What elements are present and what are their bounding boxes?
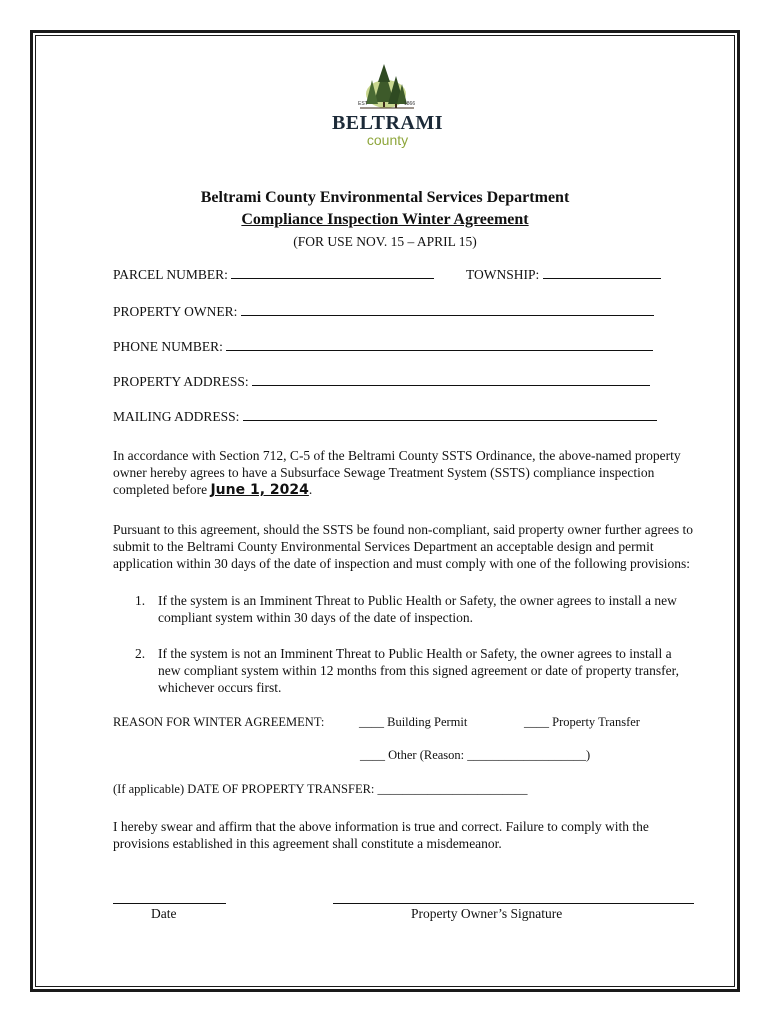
reason-label: REASON FOR WINTER AGREEMENT: (113, 715, 325, 729)
logo-name: BELTRAMI (331, 112, 444, 134)
beltrami-county-logo (320, 62, 455, 158)
property-transfer-option[interactable]: ____ Property Transfer (524, 715, 640, 729)
inspection-deadline: June 1, 2024 (210, 482, 309, 498)
owner-signature-label: Property Owner’s Signature (411, 906, 563, 921)
property-address-row (113, 374, 650, 390)
mailing-address-label: MAILING ADDRESS: (113, 409, 240, 424)
property-owner-label: PROPERTY OWNER: (113, 304, 238, 319)
ordinance-end: . (308, 482, 313, 497)
township-row (466, 267, 661, 283)
form-title-text: Compliance Inspection Winter Agreement (241, 211, 529, 228)
phone-number-row (113, 339, 653, 355)
other-reason-option[interactable]: ____ Other (Reason: ___________________) (360, 748, 591, 762)
property-address-label: PROPERTY ADDRESS: (113, 374, 249, 389)
provision-text: If the system is not an Imminent Threat to Public Health or Safety, the owner agrees to install a new compliant system within 12 months from this signed agreement or date of property transfer, whichever occurs first. (158, 646, 679, 695)
phone-number-field[interactable] (226, 339, 653, 351)
date-signature-line[interactable] (113, 903, 226, 904)
owner-signature-line[interactable] (333, 903, 694, 904)
township-field[interactable] (543, 267, 661, 279)
date-label: Date (151, 906, 177, 921)
affirmation-paragraph: I hereby swear and affirm that the above information is true and correct. Failure to comply with the provisions established in this agreement shall constitute a misdemeanor. (113, 819, 649, 851)
provision-item (135, 645, 695, 696)
ordinance-paragraph (113, 447, 703, 499)
parcel-number-row (113, 267, 434, 283)
property-owner-field[interactable] (241, 304, 654, 316)
agreement-paragraph: Pursuant to this agreement, should the SSTS be found non-compliant, said property owner further agrees to submit to the Beltrami County Environmental Services Department an acceptable design and permit application within 30 days of the date of inspection and must comply with one of the following provisions: (113, 522, 694, 571)
parcel-number-label: PARCEL NUMBER: (113, 267, 228, 282)
logo-est-text: EST (358, 101, 368, 107)
property-owner-row (113, 304, 654, 320)
form-title (0, 211, 770, 229)
parcel-number-field[interactable] (231, 267, 434, 279)
logo-county: county (366, 132, 409, 148)
phone-number-label: PHONE NUMBER: (113, 339, 223, 354)
mailing-address-row (113, 409, 657, 425)
department-heading: Beltrami County Environmental Services Department (200, 189, 570, 206)
provision-item (135, 592, 695, 626)
provision-number: 2. (135, 646, 146, 661)
mailing-address-field[interactable] (243, 409, 657, 421)
transfer-date-line[interactable]: (If applicable) DATE OF PROPERTY TRANSFER: ________________________ (113, 782, 528, 796)
building-permit-option[interactable]: ____ Building Permit (359, 715, 468, 729)
provision-text: If the system is an Imminent Threat to Public Health or Safety, the owner agrees to install a new compliant system within 30 days of the date of inspection. (158, 593, 677, 625)
ordinance-text: In accordance with Section 712, C-5 of the Beltrami County SSTS Ordinance, the above-named property owner hereby agrees to have a Subsurface Sewage Treatment System (SSTS) compliance inspection completed before (113, 448, 681, 497)
property-address-field[interactable] (252, 374, 650, 386)
township-label: TOWNSHIP: (466, 267, 540, 282)
logo-year-text: 1866 (404, 101, 416, 107)
form-subtitle: (FOR USE NOV. 15 – APRIL 15) (293, 234, 477, 249)
provision-number: 1. (135, 593, 146, 608)
